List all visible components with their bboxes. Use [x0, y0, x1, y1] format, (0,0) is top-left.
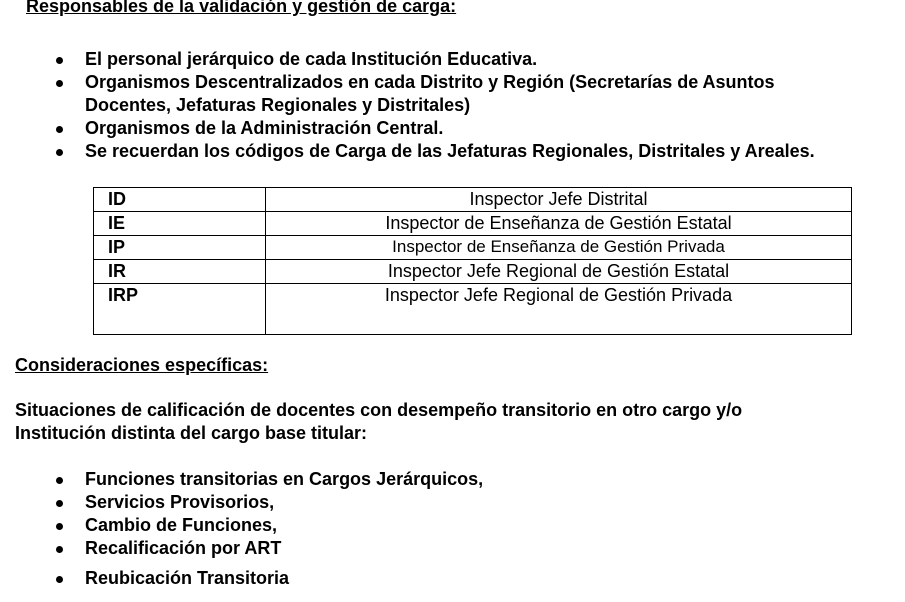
description-cell: Inspector de Enseñanza de Gestión Privada	[266, 236, 852, 260]
code-cell: IE	[94, 212, 266, 236]
responsables-list	[56, 48, 815, 163]
table-row	[94, 188, 852, 212]
load-codes-table	[93, 187, 852, 335]
section-heading-responsables: Responsables de la validación y gestión de carga:	[26, 0, 457, 16]
description-cell: Inspector Jefe Regional de Gestión Estatal	[266, 260, 852, 284]
section-heading-consideraciones: Consideraciones específicas:	[15, 355, 269, 375]
bullet-icon	[56, 546, 63, 553]
code-cell: ID	[94, 188, 266, 212]
list-item: Recalificación por ART	[56, 537, 483, 560]
table-row	[94, 212, 852, 236]
table-row	[94, 236, 852, 260]
bullet-icon	[56, 500, 63, 507]
list-item: Reubicación Transitoria	[56, 567, 483, 590]
list-item: Servicios Provisorios,	[56, 491, 483, 514]
list-item: El personal jerárquico de cada Institución Educativa.	[56, 48, 815, 71]
paragraph-line: Institución distinta del cargo base titular:	[15, 423, 368, 443]
paragraph-line: Situaciones de calificación de docentes con desempeño transitorio en otro cargo y/o	[15, 400, 743, 420]
list-item: Funciones transitorias en Cargos Jerárquicos,	[56, 468, 483, 491]
list-item: Cambio de Funciones,	[56, 514, 483, 537]
bullet-icon	[56, 523, 63, 530]
list-item: Se recuerdan los códigos de Carga de las Jefaturas Regionales, Distritales y Areales.	[56, 140, 815, 163]
list-item-continuation: Docentes, Jefaturas Regionales y Distritales)	[85, 95, 471, 115]
bullet-icon	[56, 57, 63, 64]
code-cell: IR	[94, 260, 266, 284]
description-cell: Inspector Jefe Distrital	[266, 188, 852, 212]
list-item: Organismos de la Administración Central.	[56, 117, 815, 140]
situaciones-paragraph	[15, 399, 742, 445]
bullet-icon	[56, 80, 63, 87]
table-row	[94, 284, 852, 335]
list-item: Organismos Descentralizados en cada Distrito y Región (Secretarías de Asuntos	[56, 71, 815, 94]
description-cell: Inspector Jefe Regional de Gestión Privada	[266, 284, 852, 335]
bullet-icon	[56, 149, 63, 156]
description-cell: Inspector de Enseñanza de Gestión Estatal	[266, 212, 852, 236]
code-cell: IRP	[94, 284, 266, 335]
bullet-icon	[56, 576, 63, 583]
bullet-icon	[56, 126, 63, 133]
table-row	[94, 260, 852, 284]
situaciones-list	[56, 468, 483, 590]
code-cell: IP	[94, 236, 266, 260]
bullet-icon	[56, 477, 63, 484]
